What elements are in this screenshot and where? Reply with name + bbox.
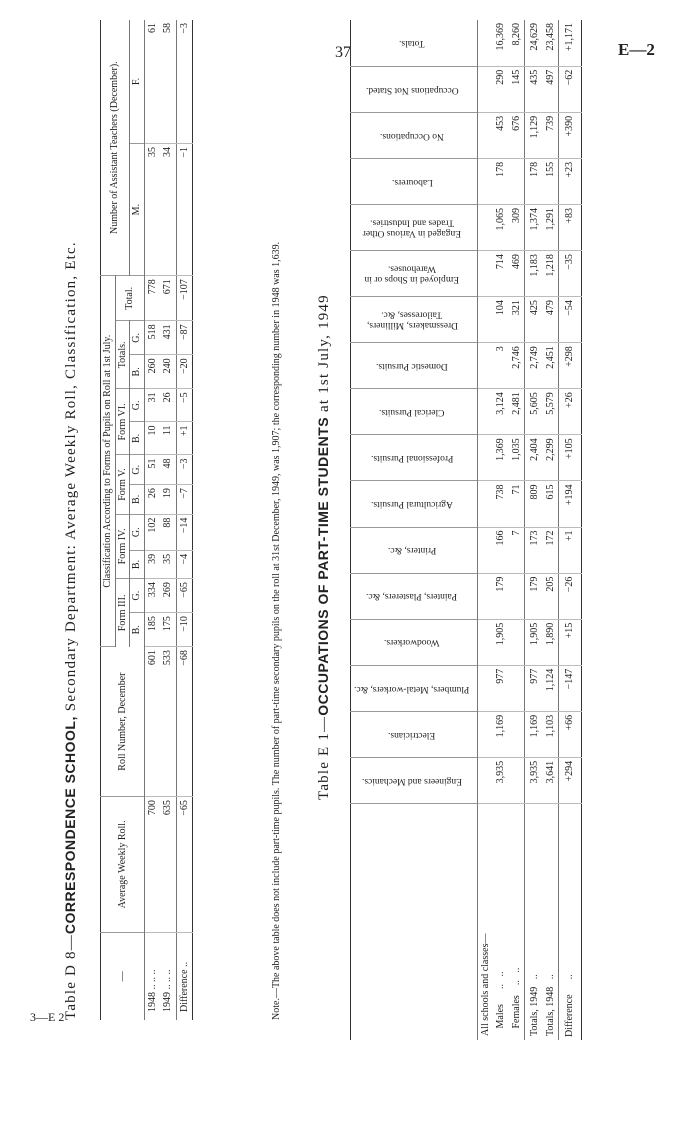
- table-cell: 1,129: [525, 112, 543, 158]
- table-cell: [509, 757, 525, 803]
- table-cell: 469: [509, 251, 525, 297]
- table-cell: 2,404: [525, 435, 543, 481]
- table-cell: 179: [525, 573, 543, 619]
- col-head-b: B.: [130, 422, 145, 455]
- table-cell: 24,629: [525, 20, 543, 66]
- table-cell: 3,935: [525, 757, 543, 803]
- table-cell: 1,890: [543, 619, 559, 665]
- col-head-g: G.: [130, 321, 145, 355]
- table-cell: 16,369: [493, 20, 509, 66]
- table-cell: [477, 619, 493, 665]
- table-cell: −147: [559, 665, 582, 711]
- table-cell: 778: [144, 276, 160, 321]
- table-cell: 11: [160, 422, 176, 455]
- table-cell: 178: [493, 158, 509, 204]
- table-cell: 58: [160, 20, 176, 143]
- table-cell: 1,103: [543, 711, 559, 757]
- table-cell: 977: [525, 665, 543, 711]
- table-cell: [477, 66, 493, 112]
- col-head-blank: —: [101, 932, 145, 1020]
- col-head: [351, 389, 478, 435]
- col-head: [351, 66, 478, 112]
- table-cell: 26: [160, 389, 176, 422]
- col-head-total: Total.: [115, 276, 144, 321]
- table-cell: 51: [144, 455, 160, 485]
- table-cell: [477, 297, 493, 343]
- col-head-label: Clerical Pursuits.: [379, 407, 445, 418]
- table-cell: [477, 389, 493, 435]
- col-head-classification: Classification According to Forms of Pupils on Roll at 1st July.: [101, 276, 116, 647]
- table-row: [525, 20, 543, 1040]
- table-cell: 497: [543, 66, 559, 112]
- table-cell: 635: [160, 797, 176, 933]
- col-head-label: Painters, Plasterers, &c.: [366, 591, 458, 602]
- col-head-label: Domestic Pursuits.: [376, 360, 448, 371]
- table-cell: 260: [144, 355, 160, 389]
- row-label: Totals, 1948 ..: [544, 974, 556, 1036]
- table-row: [160, 20, 176, 1020]
- table-row: [543, 20, 559, 1040]
- table-cell: 166: [493, 527, 509, 573]
- col-head-f: F.: [130, 20, 145, 143]
- table-cell: 2,451: [543, 343, 559, 389]
- table-cell: 425: [525, 297, 543, 343]
- table-cell: 240: [160, 355, 176, 389]
- table-cell: 155: [543, 158, 559, 204]
- table-cell: 977: [493, 665, 509, 711]
- row-label: 1949 .. .. ..: [162, 969, 173, 1012]
- rotated-content: [60, 20, 650, 1050]
- table-cell: 676: [509, 112, 525, 158]
- table-cell: 5,579: [543, 389, 559, 435]
- col-head-label: Printers, &c.: [387, 545, 437, 556]
- table-cell: +1: [176, 422, 193, 455]
- col-head-g: G.: [130, 514, 145, 550]
- table-cell: 1,218: [543, 251, 559, 297]
- col-head-g: G.: [130, 389, 145, 422]
- table-cell: 102: [144, 514, 160, 550]
- table-cell: [477, 711, 493, 757]
- table-cell: 39: [144, 550, 160, 578]
- table-cell: +298: [559, 343, 582, 389]
- table-cell: −10: [176, 613, 193, 647]
- table-cell: +294: [559, 757, 582, 803]
- table-cell: −1: [176, 143, 193, 275]
- table-cell: [477, 573, 493, 619]
- table-row: [493, 20, 509, 1040]
- table-cell: 35: [144, 143, 160, 275]
- table-cell: −3: [176, 20, 193, 143]
- table-cell: 1,183: [525, 251, 543, 297]
- table-cell: 172: [543, 527, 559, 573]
- col-head: [351, 757, 478, 803]
- row-label: Females .. ..: [510, 967, 522, 1036]
- table-cell: 5,605: [525, 389, 543, 435]
- table-cell: 23,458: [543, 20, 559, 66]
- table-cell: 88: [160, 514, 176, 550]
- table-cell: 1,905: [493, 619, 509, 665]
- table-cell: 2,749: [525, 343, 543, 389]
- table-cell: 26: [144, 485, 160, 515]
- table-cell: 431: [160, 321, 176, 355]
- col-head-form5: Form V.: [115, 455, 130, 514]
- page-code: E—2: [618, 40, 655, 59]
- table-cell: +15: [559, 619, 582, 665]
- table-cell: −20: [176, 355, 193, 389]
- table-cell: −4: [176, 550, 193, 578]
- col-head-form3: Form III.: [115, 579, 130, 647]
- col-head-form6: Form VI.: [115, 389, 130, 455]
- table-cell: +66: [559, 711, 582, 757]
- table-cell: [477, 527, 493, 573]
- table-cell: −54: [559, 297, 582, 343]
- table-cell: 3,641: [543, 757, 559, 803]
- col-head-roll: Roll Number, December: [101, 647, 145, 797]
- e1-title-bold: OCCUPATIONS OF PART-TIME STUDENTS: [315, 416, 331, 716]
- table-cell: 2,481: [509, 389, 525, 435]
- table-cell: −14: [176, 514, 193, 550]
- col-head-label: Occupations Not Stated.: [365, 84, 459, 95]
- col-head: [351, 204, 478, 250]
- table-cell: [477, 204, 493, 250]
- col-head: [351, 804, 478, 1041]
- d8-title-rest: Secondary Department: Average Weekly Roll, Classification, Etc.: [63, 241, 79, 717]
- col-head: [351, 665, 478, 711]
- table-cell: 71: [509, 481, 525, 527]
- row-label: All schools and classes—: [479, 933, 491, 1036]
- d8-title-bold: CORRESPONDENCE SCHOOL,: [62, 716, 78, 935]
- table-cell: 145: [509, 66, 525, 112]
- col-head: [351, 251, 478, 297]
- table-cell: 714: [493, 251, 509, 297]
- table-cell: 19: [160, 485, 176, 515]
- table-cell: 175: [160, 613, 176, 647]
- table-cell: −3: [176, 455, 193, 485]
- table-cell: [477, 251, 493, 297]
- table-cell: 809: [525, 481, 543, 527]
- col-head-label: Totals.: [399, 38, 425, 49]
- page-footer: 3—E 2: [30, 1010, 65, 1024]
- table-d8: [100, 20, 193, 1020]
- table-cell: 185: [144, 613, 160, 647]
- table-row: [559, 20, 582, 1040]
- col-head-totals: Totals.: [115, 321, 130, 389]
- col-head-label: Plumbers, Metal-workers, &c.: [354, 683, 470, 694]
- table-cell: 178: [525, 158, 543, 204]
- table-cell: 1,124: [543, 665, 559, 711]
- col-head-g: G.: [130, 579, 145, 613]
- table-cell: 1,374: [525, 204, 543, 250]
- table-cell: 8,260: [509, 20, 525, 66]
- row-label: Males .. ..: [495, 971, 507, 1036]
- table-cell: 1,035: [509, 435, 525, 481]
- table-cell: −65: [176, 797, 193, 933]
- col-head-m: M.: [130, 143, 145, 275]
- col-head-b: B.: [130, 613, 145, 647]
- col-head: [351, 481, 478, 527]
- table-cell: 269: [160, 579, 176, 613]
- col-head: [351, 112, 478, 158]
- col-head-label: Dressmakers, Milliners, Tailoresses, &c.: [366, 309, 458, 331]
- col-head-b: B.: [130, 355, 145, 389]
- col-head-b: B.: [130, 485, 145, 515]
- table-cell: 48: [160, 455, 176, 485]
- table-row: [477, 20, 493, 1040]
- table-cell: [477, 112, 493, 158]
- table-e1: [350, 20, 582, 1040]
- table-cell: +105: [559, 435, 582, 481]
- table-cell: 479: [543, 297, 559, 343]
- col-head: [351, 573, 478, 619]
- col-head: [351, 297, 478, 343]
- col-head-label: Engineers and Mechanics.: [362, 775, 462, 786]
- table-cell: −68: [176, 647, 193, 797]
- col-head: [351, 527, 478, 573]
- table-cell: 173: [525, 527, 543, 573]
- row-label: 1948 .. .. ..: [146, 969, 158, 1012]
- col-head-g: G.: [130, 455, 145, 485]
- col-head: [351, 343, 478, 389]
- col-head: [351, 619, 478, 665]
- table-row: [144, 20, 160, 1020]
- table-cell: [509, 665, 525, 711]
- e1-title-rest: at 1st July, 1949: [316, 294, 332, 417]
- table-cell: 1,291: [543, 204, 559, 250]
- table-cell: 518: [144, 321, 160, 355]
- col-head-label: No Occupations.: [380, 130, 444, 141]
- table-cell: 290: [493, 66, 509, 112]
- table-cell: [477, 757, 493, 803]
- table-cell: [509, 573, 525, 619]
- col-head-b: B.: [130, 550, 145, 578]
- table-cell: [477, 435, 493, 481]
- table-cell: 2,299: [543, 435, 559, 481]
- table-cell: 615: [543, 481, 559, 527]
- table-cell: −107: [176, 276, 193, 321]
- table-cell: 533: [160, 647, 176, 797]
- table-cell: [509, 711, 525, 757]
- table-cell: 321: [509, 297, 525, 343]
- table-cell: 3,124: [493, 389, 509, 435]
- row-label: Difference ..: [176, 932, 193, 1020]
- col-head: [351, 158, 478, 204]
- table-cell: 739: [543, 112, 559, 158]
- table-cell: −65: [176, 579, 193, 613]
- table-cell: 205: [543, 573, 559, 619]
- table-cell: 435: [525, 66, 543, 112]
- col-head-label: Engaged in Various Other Trades and Industries.: [362, 217, 462, 238]
- table-cell: +23: [559, 158, 582, 204]
- row-label: Difference ..: [559, 804, 582, 1041]
- page-number: 37: [335, 44, 351, 61]
- table-cell: 334: [144, 579, 160, 613]
- table-cell: [509, 619, 525, 665]
- table-cell: −62: [559, 66, 582, 112]
- table-cell: 3,935: [493, 757, 509, 803]
- col-head-teachers: Number of Assistant Teachers (December).: [101, 20, 130, 276]
- table-cell: 104: [493, 297, 509, 343]
- d8-title-prefix: Table D 8—: [63, 934, 79, 1020]
- col-head-avg: Average Weekly Roll.: [101, 797, 145, 933]
- table-cell: 738: [493, 481, 509, 527]
- table-cell: 309: [509, 204, 525, 250]
- table-row: [509, 20, 525, 1040]
- table-cell: 3: [493, 343, 509, 389]
- e1-title: [315, 294, 333, 800]
- table-cell: 7: [509, 527, 525, 573]
- e1-title-prefix: Table E 1—: [316, 715, 332, 800]
- table-cell: 1,169: [493, 711, 509, 757]
- table-cell: [477, 158, 493, 204]
- table-cell: −35: [559, 251, 582, 297]
- table-cell: +1,171: [559, 20, 582, 66]
- col-head: [351, 20, 478, 66]
- table-cell: 31: [144, 389, 160, 422]
- col-head: [351, 435, 478, 481]
- table-cell: [509, 158, 525, 204]
- table-cell: 2,746: [509, 343, 525, 389]
- col-head-label: Electricians.: [388, 729, 436, 740]
- table-cell: [477, 20, 493, 66]
- table-cell: +194: [559, 481, 582, 527]
- table-cell: 453: [493, 112, 509, 158]
- d8-note: Note.—The above table does not include part-time pupils. The number of part-time secondary pupils on the roll at 31st December, 1949, was 1,907; the corresponding number in 1948 was 1,639.: [271, 241, 282, 1020]
- col-head-label: Professional Pursuits.: [370, 453, 454, 464]
- table-cell: +26: [559, 389, 582, 435]
- table-cell: +1: [559, 527, 582, 573]
- table-cell: +390: [559, 112, 582, 158]
- table-cell: −87: [176, 321, 193, 355]
- table-cell: 700: [144, 797, 160, 933]
- table-cell: [477, 481, 493, 527]
- table-cell: 1,169: [525, 711, 543, 757]
- col-head-label: Agricultural Pursuits.: [371, 499, 453, 510]
- table-cell: 671: [160, 276, 176, 321]
- table-cell: 1,065: [493, 204, 509, 250]
- col-head-form4: Form IV.: [115, 514, 130, 578]
- table-cell: 1,905: [525, 619, 543, 665]
- table-cell: −26: [559, 573, 582, 619]
- row-label: Totals, 1949 ..: [525, 804, 543, 1041]
- table-cell: 35: [160, 550, 176, 578]
- table-cell: 1,369: [493, 435, 509, 481]
- table-cell: −7: [176, 485, 193, 515]
- col-head: [351, 711, 478, 757]
- d8-title: [62, 241, 80, 1020]
- table-cell: 179: [493, 573, 509, 619]
- col-head-label: Woodworkers.: [384, 637, 440, 648]
- col-head-label: Labourers.: [391, 176, 433, 187]
- table-cell: 61: [144, 20, 160, 143]
- table-cell: 601: [144, 647, 160, 797]
- table-cell: [477, 343, 493, 389]
- table-cell: −5: [176, 389, 193, 422]
- table-cell: +83: [559, 204, 582, 250]
- table-cell: [477, 665, 493, 711]
- table-cell: 34: [160, 143, 176, 275]
- table-cell: 10: [144, 422, 160, 455]
- table-row: [176, 20, 193, 1020]
- col-head-label: Employed in Shops or in Warehouses.: [364, 263, 460, 285]
